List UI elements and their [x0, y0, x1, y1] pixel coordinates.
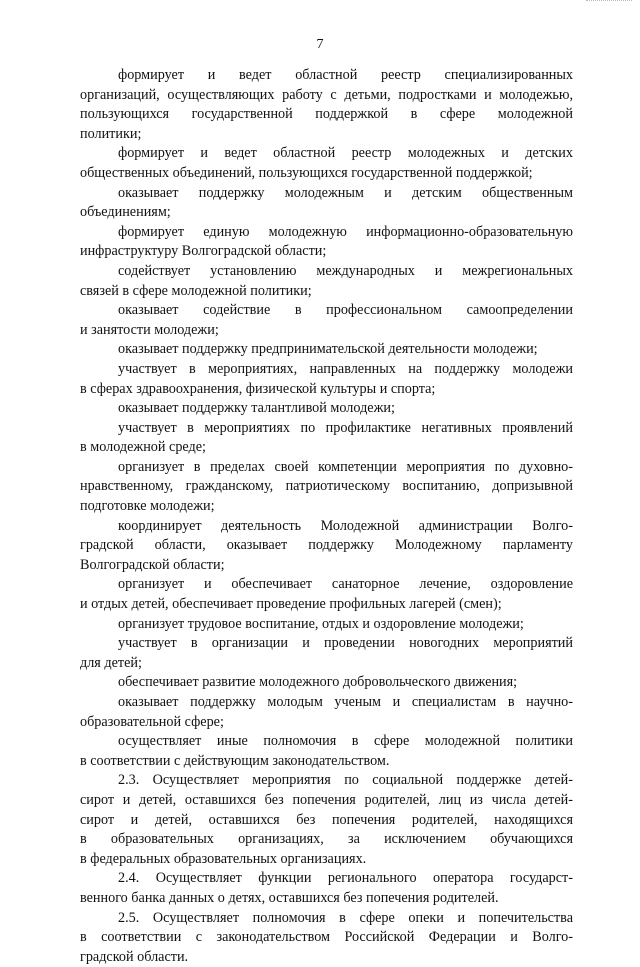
paragraph-line: сирот и детей, оставшихся без попечения родителей, находящихся: [80, 811, 573, 828]
paragraph: [80, 340, 573, 360]
scan-edge-mark: [586, 0, 632, 4]
paragraph-line: оказывает поддержку молодежным и детским общественным: [118, 184, 573, 201]
paragraph-line: связей в сфере молодежной политики;: [80, 282, 312, 299]
paragraph: [80, 575, 573, 614]
paragraph-line: в соответствии с действующим законодательством.: [80, 752, 390, 769]
paragraph-line: инфраструктуру Волгоградской области;: [80, 243, 327, 260]
paragraph: [80, 732, 573, 771]
paragraph-line: в образовательных организациях, за исключением обучающихся: [80, 831, 573, 848]
paragraph: [80, 615, 573, 635]
paragraph-line: оказывает поддержку предпринимательской деятельности молодежи;: [118, 341, 538, 358]
paragraph-line: осуществляет иные полномочия в сфере молодежной политики: [118, 733, 573, 750]
paragraph-line: пользующихся государственной поддержкой в сфере молодежной: [80, 106, 573, 123]
paragraph-line: венного банка данных о детях, оставшихся без попечения родителей.: [80, 889, 499, 906]
paragraph: [80, 693, 573, 732]
paragraph-line: участвует в мероприятиях по профилактике негативных проявлений: [118, 419, 573, 436]
paragraph-line: оказывает поддержку талантливой молодежи;: [118, 400, 395, 417]
page-number: 7: [316, 37, 324, 52]
paragraph-line: нравственному, гражданскому, патриотическому воспитанию, допризывной: [80, 478, 573, 495]
paragraph: [80, 419, 573, 458]
paragraph: [80, 458, 573, 517]
paragraph-line: подготовке молодежи;: [80, 498, 215, 515]
paragraph-line: формирует и ведет областной реестр молодежных и детских: [118, 145, 573, 162]
paragraph-line: организаций, осуществляющих работу с детьми, подростками и молодежью,: [80, 86, 573, 103]
paragraph: [80, 517, 573, 576]
paragraph-line: политики;: [80, 125, 142, 142]
paragraph-line: общественных объединений, пользующихся государственной поддержкой;: [80, 164, 533, 181]
paragraph-line: в соответствии с законодательством Российской Федерации и Волго-: [80, 929, 573, 946]
paragraph-line: координирует деятельность Молодежной администрации Волго-: [118, 517, 573, 534]
paragraph: [80, 144, 573, 183]
paragraph-line: образовательной сфере;: [80, 713, 224, 730]
paragraph: [80, 673, 573, 693]
paragraph: [80, 301, 573, 340]
paragraph: [80, 360, 573, 399]
paragraph-line: формирует и ведет областной реестр специализированных: [118, 67, 573, 83]
paragraph: [80, 66, 573, 144]
paragraph-line: оказывает поддержку молодым ученым и специалистам в научно-: [118, 694, 573, 710]
paragraph-line: и отдых детей, обеспечивает проведение профильных лагерей (смен);: [80, 596, 502, 613]
paragraph-line: обеспечивает развитие молодежного добровольческого движения;: [118, 674, 518, 691]
paragraph: [80, 634, 573, 673]
paragraph-line: в сферах здравоохранения, физической культуры и спорта;: [80, 380, 436, 397]
paragraph-line: градской области.: [80, 948, 189, 965]
paragraph-line: для детей;: [80, 654, 142, 671]
paragraph-line: участвует в мероприятиях, направленных на поддержку молодежи: [118, 360, 573, 377]
paragraph-line: Волгоградской области;: [80, 556, 225, 573]
paragraph-line: организует в пределах своей компетенции мероприятия по духовно-: [118, 458, 573, 475]
paragraph: [80, 869, 573, 908]
paragraph-line: оказывает содействие в профессиональном самоопределении: [118, 302, 573, 319]
paragraph: [80, 909, 573, 967]
paragraph-line: 2.5. Осуществляет полномочия в сфере опеки и попечительства: [118, 909, 573, 926]
paragraph-line: в федеральных образовательных организациях.: [80, 850, 367, 867]
paragraph-line: градской области, оказывает поддержку Молодежному парламенту: [80, 537, 573, 554]
paragraph: [80, 399, 573, 419]
paragraph: [80, 223, 573, 262]
paragraph-line: формирует единую молодежную информационно-образовательную: [118, 223, 573, 240]
paragraph-line: объединениям;: [80, 204, 171, 221]
paragraph-line: 2.3. Осуществляет мероприятия по социальной поддержке детей-: [118, 772, 573, 789]
paragraph-line: сирот и детей, оставшихся без попечения родителей, лиц из числа детей-: [80, 791, 573, 808]
document-body: [80, 66, 573, 967]
paragraph: [80, 184, 573, 223]
paragraph-line: 2.4. Осуществляет функции регионального оператора государст-: [118, 870, 573, 887]
paragraph-line: организует и обеспечивает санаторное лечение, оздоровление: [118, 576, 573, 593]
paragraph-line: в молодежной среде;: [80, 439, 206, 456]
paragraph-line: организует трудовое воспитание, отдых и оздоровление молодежи;: [118, 615, 524, 632]
paragraph-line: участвует в организации и проведении новогодних мероприятий: [118, 635, 573, 652]
paragraph: [80, 262, 573, 301]
paragraph: [80, 771, 573, 869]
paragraph-line: содействует установлению международных и межрегиональных: [118, 262, 573, 279]
paragraph-line: и занятости молодежи;: [80, 321, 219, 338]
